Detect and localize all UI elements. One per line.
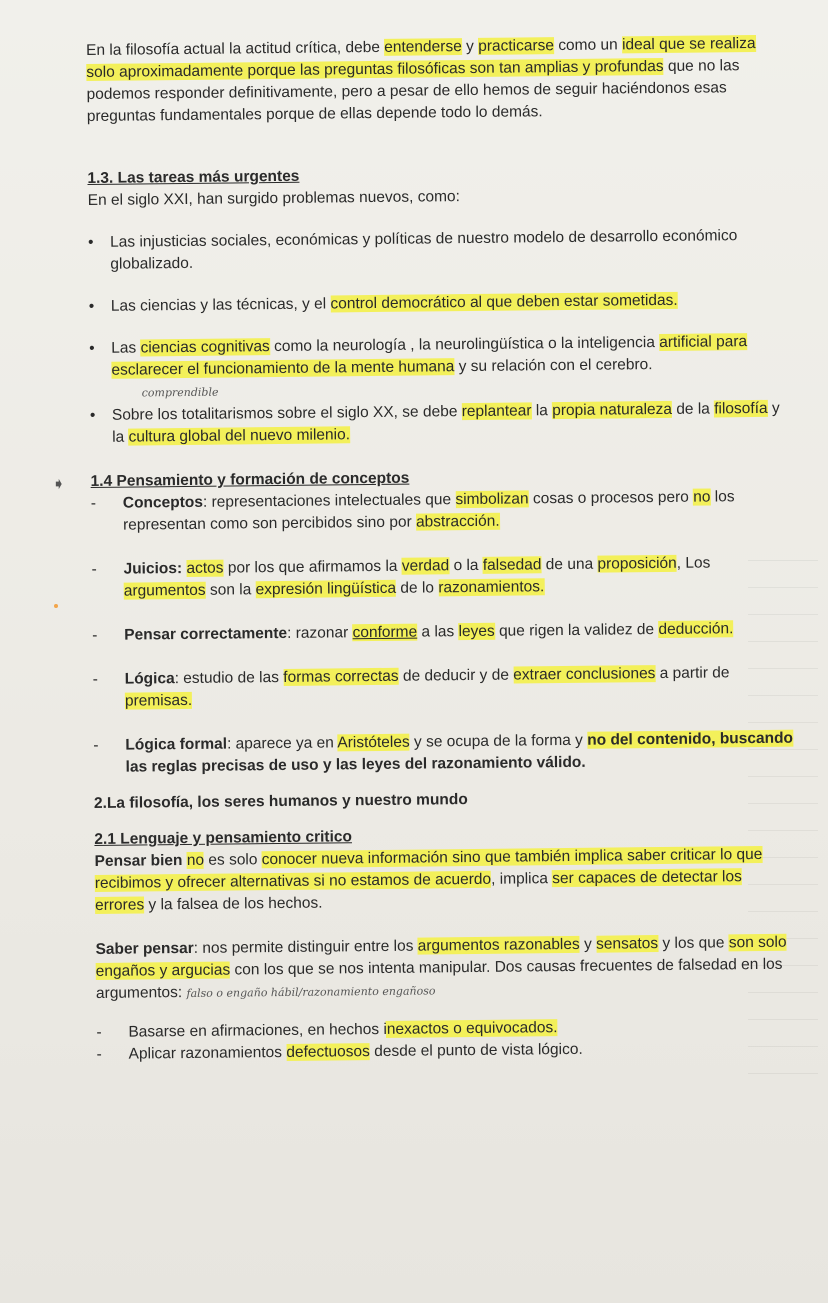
highlight: argumentos razonables [417,935,580,955]
list-item [88,225,788,276]
list-item [89,331,790,405]
text: de la [671,400,715,418]
list-item [92,618,792,647]
bullet-list-1-3 [88,225,790,449]
text: y [579,935,597,953]
list-item [91,486,791,537]
text: : nos permite distinguir entre los [193,937,418,957]
section-1-3-intro: En el siglo XXI, han surgido problemas nuevos, como: [87,188,460,209]
text: que rigen la validez de [494,621,659,640]
term: Lógica formal [125,735,228,754]
margin-dot-mark [54,604,58,608]
highlight: expresión lingüística [255,579,397,599]
bullet-icon: • [89,339,95,357]
text: y se ocupa de la forma y [409,731,588,751]
text: En la filosofía actual la actitud crítica, debe [86,38,385,59]
highlight: no del contenido, buscando [587,729,794,749]
term: Lógica [124,670,175,688]
text: a las [417,623,459,641]
highlight: falsedad [482,556,542,574]
intro-paragraph [86,33,787,128]
text: con los que se nos intenta manipular. Dos causas frecuentes de falsedad en los argumentos: [95,955,783,1002]
text: como un [553,36,623,55]
list-item [91,552,791,603]
highlight: ciencias cognitivas [140,338,270,357]
highlight: artificial para esclarecer el funcionamiento de la mente humana [111,333,748,379]
bullet-icon: • [88,297,95,315]
section-heading-1-4: 1.4 Pensamiento y formación de conceptos [90,469,410,490]
section-heading-2: 2.La filosofía, los seres humanos y nuestro mundo [93,791,468,812]
text: y [461,37,479,56]
term: Pensar bien [94,852,183,870]
list-item [89,289,789,318]
text: y los que [658,934,729,953]
section-heading-1-3: 1.3. Las tareas más urgentes [87,167,300,187]
term: Saber pensar [95,939,194,958]
text: : representaciones intelectuales que [202,491,456,511]
highlight: argumentos [123,581,206,600]
highlight: Basarse en afirmaciones, en hechos inexactos o equivocados. [128,1019,558,1041]
term: Juicios: [123,560,183,578]
term: Conceptos [122,493,204,512]
dash-icon: - [90,494,97,512]
bullet-icon: • [88,233,94,251]
list-item [90,398,790,449]
text: como la neurología , la neurolingüística o la inteligencia [269,334,660,356]
text: , Los [676,554,711,572]
text: Las [111,339,141,357]
highlight: Aristóteles [337,733,410,752]
text: son la [205,581,256,599]
dash-icon: - [93,736,99,754]
highlight: sensatos [596,935,659,953]
text: que no las podemos responder definitivamente, pero a pesar de ello hemos de seguir haciéndonos esas preguntas fundamentales porque de ellas depende todo lo demás. [86,57,740,125]
bullet-icon: • [89,406,96,424]
text: desde el punto de vista lógico. [369,1040,583,1061]
highlight: son solo engaños y argucias [95,933,787,980]
arrow-margin-mark-icon: ➧ [52,476,66,493]
text: y la falsea de los hechos. [144,894,323,914]
highlight: conocer nueva información sino que también implica saber criticar lo que recibimos y ofrecer alternativas si no estamos de acuerdo [94,845,763,892]
highlight: ideal que se realiza solo aproximadamente porque las preguntas filosóficas son tan amplias y profundas [86,34,756,81]
handwritten-note: falso o engaño hábil/razonamiento engañoso [186,984,436,1000]
text: a partir de [655,664,730,683]
highlight: filosofía [714,399,768,418]
term: Pensar correctamente [124,624,288,644]
highlight: actos [186,559,224,577]
section-heading-2-1: 2.1 Lenguaje y pensamiento critico [94,828,353,848]
text: de lo [395,579,439,597]
text: Aplicar razonamientos [128,1043,287,1063]
text: de deducir y de [398,666,514,685]
handwritten-note: comprendible [141,385,219,400]
highlight: proposición [597,554,677,573]
paragraph-pensar-bien [94,844,795,917]
highlight: no [186,851,205,869]
highlight: deducción. [658,620,734,639]
highlight: leyes [458,622,495,641]
highlight: entenderse [384,38,462,56]
highlight: practicarse [478,37,555,55]
highlight: extraer conclusiones [513,665,656,684]
paragraph-saber-pensar [95,932,796,1006]
list-item [93,662,793,713]
text: es solo [203,851,262,869]
highlight: defectuosos [286,1043,370,1061]
dash-icon: - [92,670,98,688]
text: la [531,402,553,420]
highlight: propia naturaleza [552,400,673,420]
text: : estudio de las [174,668,284,688]
highlight: razonamientos. [438,578,545,597]
highlight: control democrático al que deben estar sometidas. [330,291,678,313]
text: y la [112,399,780,446]
document-content [86,33,797,1066]
highlight: verdad [401,557,450,575]
dash-icon: - [96,1045,102,1063]
highlight: simbolizan [455,490,529,509]
highlight: ser capaces de detectar los errores [94,868,742,914]
dash-icon: - [91,560,97,578]
dash-list-2-1 [96,1015,796,1066]
text: las reglas precisas de uso y las leyes del razonamiento válido. [125,753,586,776]
text: Sobre los totalitarismos sobre el siglo XX, se debe [111,403,462,424]
text: los representan como son percibidos sino por [122,488,735,534]
highlight: formas correctas [283,667,399,686]
text: o la [449,556,483,575]
text: : aparece ya en [226,734,338,753]
text: : razonar [286,624,353,642]
dash-icon: - [96,1023,102,1041]
dash-list-1-4 [91,486,794,779]
text: Las ciencias y las técnicas, y el [110,295,331,315]
text: de una [541,555,598,574]
text: y su relación con el cerebro. [454,356,653,376]
text: por los que afirmamos la [223,557,402,577]
text: , implica [491,870,553,888]
text: Las injusticias sociales, económicas y políticas de nuestro modelo de desarrollo económico globalizado. [110,227,738,273]
highlight: abstracción. [415,512,500,531]
highlight: conforme [352,623,418,642]
highlight: cultura global del nuevo milenio. [128,426,351,446]
list-item [93,728,793,779]
highlight: premisas. [124,691,193,710]
highlight: replantear [461,402,532,421]
dash-icon: - [92,626,98,644]
highlight: no [693,488,711,506]
text: cosas o procesos pero [528,488,694,508]
